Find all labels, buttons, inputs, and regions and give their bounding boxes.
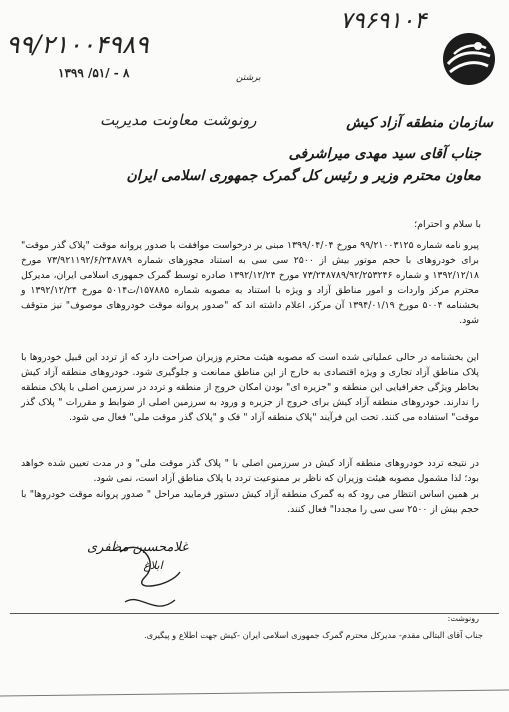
- organization-name: سازمان منطقه آزاد کیش: [346, 115, 493, 131]
- handwritten-reference-number: ۹۹/۲۱۰۰۴۹۸۹: [6, 30, 149, 59]
- signature-block: [86, 540, 188, 572]
- body-paragraph-4: بر همین اساس انتظار می رود که به گمرک منطقه آزاد کیش دستور فرمایید مراحل " صدور پروانه موقت خودروها" با حجم بیش از ۲۵۰۰ سی سی را مجددا" فعال کنند.: [21, 489, 479, 515]
- signatory-name: غلامحسین مظفری: [86, 540, 188, 555]
- addressee-name: جناب آقای سید مهدی میراشرفی: [288, 146, 481, 162]
- greeting: با سلام و احترام؛: [414, 219, 481, 230]
- letter-date: ۱۳۹۹ /۵۱/ - ۸: [58, 66, 130, 80]
- marginal-note: برشتن: [236, 73, 261, 83]
- body-paragraph-2: این بخشنامه در حالی عملیاتی شده است که مصوبه هیئت محترم وزیران صراحت دارد که از تردد این قبیل خودروها با پلاک مناطق آزاد تجاری و ویژه اقتصادی به خارج از این مناطق ممانعت و جلوگیری شود. خودروهای منطقه آزاد کیش بخاطر ویژگی جغرافیایی این منطقه و "جزیره ای" بودن امکان خروج از منطقه و تردد در سرزمین اصلی با پلاک منطقه را ندارند. خودروهای منطقه آزاد کیش برای خروج از جزیره و ورود به سرزمین اصلی از ضوابط و مقررات " پلاک گذر موقت" استفاده می کنند. تحت این فرآیند "پلاک منطقه آزاد " فک و "پلاک گذر موقت ملی" فعال می شود.: [21, 352, 479, 423]
- organization-logo-icon: [440, 30, 498, 88]
- body-paragraph-1: پیرو نامه شماره ۹۹/۲۱۰۰۳۱۲۵ مورخ ۱۳۹۹/۰۴/۰۴ مبنی بر درخواست موافقت با صدور پروانه موقت "پلاک گذر موقت" برای خودروهای با حجم موتور بیش از ۲۵۰۰ سی سی به استناد مجوزهای شماره ۷۳/۹۲۱۱۹۲/۶/۲۴۸۷۸۹ مورخ ۱۳۹۲/۱۲/۱۸ و شماره ۷۳/۲۴۸۷۸۹/۹۲/۲۵۳۲۴۶ مورخ ۱۳۹۲/۱۲/۲۴ صادره توسط گمرک جمهوری اسلامی ایران، مدیرکل محترم مرکز واردات و امور مناطق آزاد و ویژه با استناد به مصوبه شماره ۱۵۷۸۸۵/ت۵۰۱۴ مورخ ۱۳۹۲/۱۲/۲۴ و بخشنامه ۵۰۰۴ مورخ ۱۳۹۴/۰۱/۱۹ آن مرکز، اعلام داشته اند که "صدور پروانه موقت خودروهای موصوف" نیز متوقف شود.: [21, 240, 480, 326]
- cc-recipient: جناب آقای البتالی مقدم- مدیرکل محترم گمرک جمهوری اسلامی ایران -کیش جهت اطلاع و پیگیری.: [143, 630, 483, 640]
- routing-note: رونوشت معاونت مدیریت: [100, 111, 257, 129]
- cc-divider: [10, 613, 499, 614]
- signature-note: ابلاغ: [143, 559, 163, 572]
- addressee-title: معاون محترم وزیر و رئیس کل گمرک جمهوری اسلامی ایران: [126, 168, 481, 184]
- cc-label: رونوشت:: [447, 614, 479, 623]
- handwritten-registration-number: ۷۹۶۹۱۰۴: [340, 8, 427, 34]
- body-paragraph-3: در نتیجه تردد خودروهای منطقه آزاد کیش در سرزمین اصلی با " پلاک گذر موقت ملی" و در مدت تعیین شده خواهد بود؛ لذا مشمول مصوبه هیئت وزیران که ناظر بر ممنوعیت تردد با پلاک مناطق آزاد است، نمی شود.: [21, 458, 479, 484]
- footer-scan-edge: [0, 676, 509, 712]
